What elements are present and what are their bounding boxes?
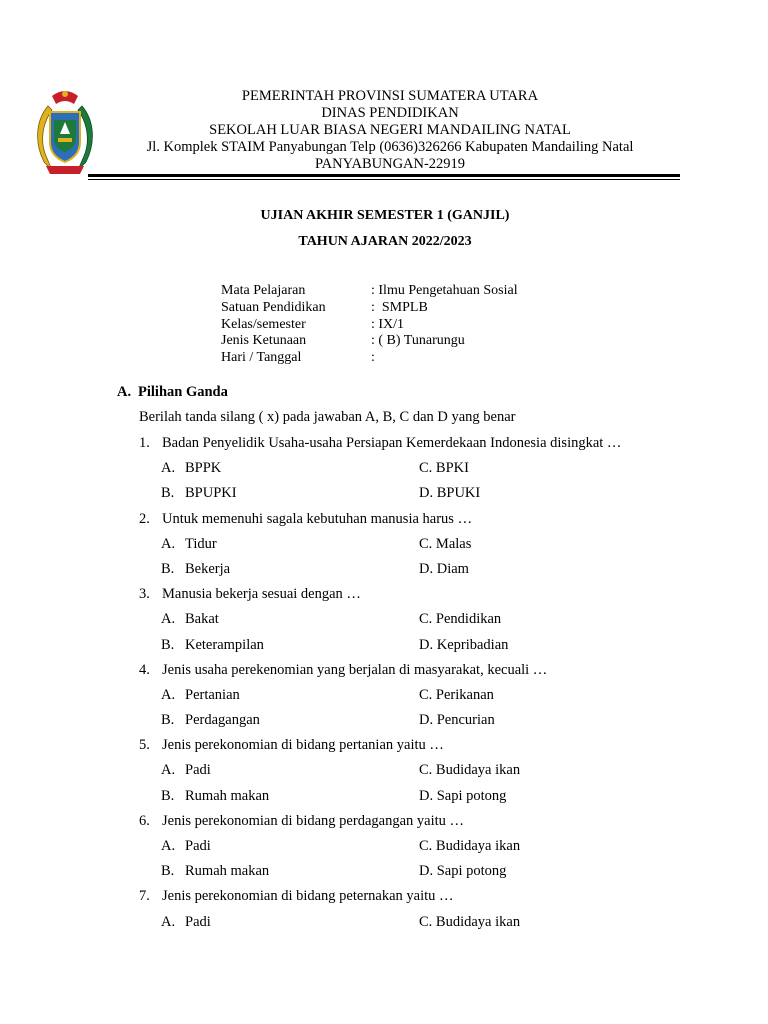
question-2 xyxy=(139,510,699,535)
option-row xyxy=(139,862,699,887)
info-label: Satuan Pendidikan xyxy=(221,299,326,315)
info-row-disability-type xyxy=(221,333,518,350)
option-d: D. Diam xyxy=(419,560,469,577)
question-number: 7. xyxy=(139,888,150,905)
option-c: C. Pendidikan xyxy=(419,611,502,628)
letterhead-divider-thin xyxy=(88,179,680,180)
letterhead xyxy=(0,0,768,180)
option-c: C. Budidaya ikan xyxy=(419,913,521,930)
option-b: B. Perdagangan xyxy=(161,712,260,729)
question-3 xyxy=(139,585,699,610)
question-number: 5. xyxy=(139,737,150,754)
info-value: : ( B) Tunarungu xyxy=(371,333,465,349)
option-row xyxy=(139,610,699,635)
option-c: C. Perikanan xyxy=(419,686,494,703)
question-list xyxy=(139,434,699,938)
info-row-class-semester xyxy=(221,317,518,334)
section-heading xyxy=(117,384,228,401)
option-row xyxy=(139,459,699,484)
option-c: C. BPKI xyxy=(419,460,469,477)
option-row xyxy=(139,837,699,862)
government-name: PEMERINTAH PROVINSI SUMATERA UTARA xyxy=(241,88,539,104)
option-d: D. Kepribadian xyxy=(419,636,509,653)
info-value: : xyxy=(371,350,375,366)
option-a: A. Padi xyxy=(161,762,211,779)
question-number: 2. xyxy=(139,510,150,527)
info-label: Kelas/semester xyxy=(221,316,306,332)
option-a: A. Padi xyxy=(161,913,211,930)
option-a: A. Pertanian xyxy=(161,686,240,703)
department-name: DINAS PENDIDIKAN xyxy=(321,105,459,121)
option-row xyxy=(139,787,699,812)
option-row xyxy=(139,761,699,786)
question-text: Untuk memenuhi sagala kebutuhan manusia harus … xyxy=(162,510,473,527)
option-c: C. Budidaya ikan xyxy=(419,838,521,854)
question-5 xyxy=(139,736,699,761)
info-row-subject xyxy=(221,283,518,300)
option-a: A. Tidur xyxy=(161,535,217,552)
info-value: : IX/1 xyxy=(371,316,405,332)
option-row xyxy=(139,560,699,585)
info-row-day-date xyxy=(221,350,518,367)
option-b: B. BPUPKI xyxy=(161,485,237,502)
option-d: D. BPUKI xyxy=(419,485,481,502)
question-number: 4. xyxy=(139,661,150,678)
letterhead-divider-thick xyxy=(88,174,680,177)
option-b: B. Bekerja xyxy=(161,560,231,577)
question-number: 6. xyxy=(139,812,150,829)
question-text: Jenis perekonomian di bidang peternakan yaitu … xyxy=(162,888,454,905)
exam-title: UJIAN AKHIR SEMESTER 1 (GANJIL) xyxy=(260,208,510,223)
section-title: Pilihan Ganda xyxy=(138,384,228,400)
option-b: B. Keterampilan xyxy=(161,636,264,653)
question-text: Jenis perekonomian di bidang perdagangan yaitu … xyxy=(162,812,465,829)
question-text: Manusia bekerja sesuai dengan … xyxy=(162,586,361,603)
option-a: A. Padi xyxy=(161,838,211,854)
option-d: D. Sapi potong xyxy=(419,863,507,880)
school-name: SEKOLAH LUAR BIASA NEGERI MANDAILING NATAL xyxy=(209,122,571,138)
question-number: 3. xyxy=(139,586,150,603)
section-instruction: Berilah tanda silang ( x) pada jawaban A, B, C dan D yang benar xyxy=(139,409,516,425)
city-postal-code: PANYABUNGAN-22919 xyxy=(314,156,466,172)
info-value: : SMPLB xyxy=(371,299,428,315)
exam-info-block xyxy=(221,283,518,367)
section-letter: A. xyxy=(117,384,132,400)
info-row-education-unit xyxy=(221,300,518,317)
question-1 xyxy=(139,434,699,459)
option-c: C. Budidaya ikan xyxy=(419,762,521,779)
info-label: Hari / Tanggal xyxy=(221,350,302,366)
question-4 xyxy=(139,661,699,686)
option-row xyxy=(139,484,699,509)
option-row xyxy=(139,686,699,711)
question-6 xyxy=(139,812,699,837)
info-value: : Ilmu Pengetahuan Sosial xyxy=(371,283,518,298)
letterhead-text xyxy=(100,88,680,173)
option-d: D. Sapi potong xyxy=(419,787,507,804)
option-b: B. Rumah makan xyxy=(161,787,270,804)
option-c: C. Malas xyxy=(419,535,472,552)
option-row xyxy=(139,535,699,560)
question-7 xyxy=(139,887,699,912)
question-number: 1. xyxy=(139,435,150,451)
school-address: Jl. Komplek STAIM Panyabungan Telp (0636)326266 Kabupaten Mandailing Natal xyxy=(146,139,634,155)
question-text: Jenis usaha perekenomian yang berjalan di masyarakat, kecuali … xyxy=(162,661,548,678)
provincial-coat-of-arms-icon xyxy=(34,86,96,178)
option-b: B. Rumah makan xyxy=(161,863,270,880)
option-d: D. Pencurian xyxy=(419,712,495,729)
academic-year: TAHUN AJARAN 2022/2023 xyxy=(298,234,472,249)
option-a: A. BPPK xyxy=(161,460,222,477)
option-row xyxy=(139,636,699,661)
info-label: Mata Pelajaran xyxy=(221,283,306,298)
question-text: Jenis perekonomian di bidang pertanian yaitu … xyxy=(162,737,444,754)
option-row xyxy=(139,913,699,938)
question-text: Badan Penyelidik Usaha-usaha Persiapan Kemerdekaan Indonesia disingkat … xyxy=(162,435,622,451)
info-label: Jenis Ketunaan xyxy=(221,333,307,349)
option-a: A. Bakat xyxy=(161,611,219,628)
option-row xyxy=(139,711,699,736)
